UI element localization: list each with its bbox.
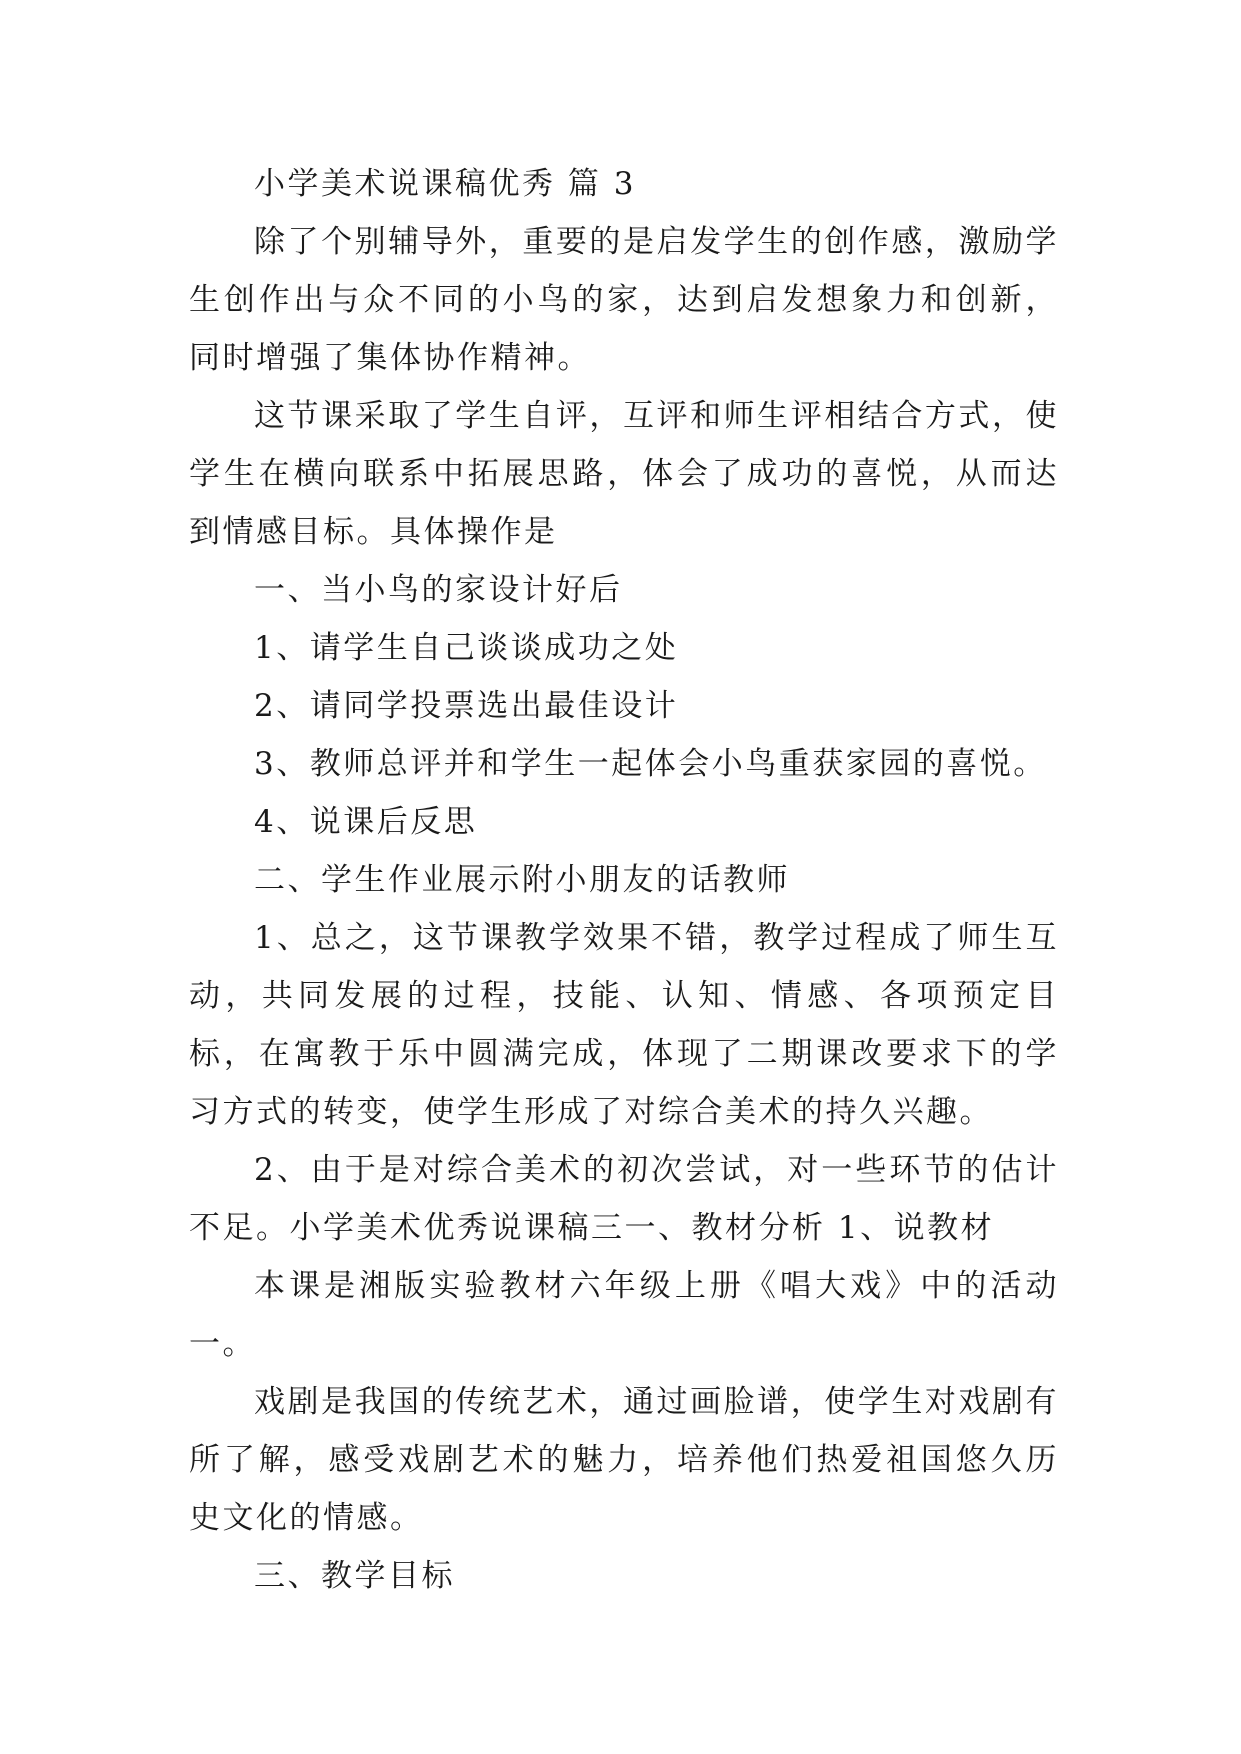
paragraph: 除了个别辅导外，重要的是启发学生的创作感，激励学生创作出与众不同的小鸟的家，达到启发想象力和创新，同时增强了集体协作精神。 — [189, 224, 1059, 376]
list-item: 2、请同学投票选出最佳设计 — [254, 688, 679, 724]
paragraph: 戏剧是我国的传统艺术，通过画脸谱，使学生对戏剧有所了解，感受戏剧艺术的魅力，培养他们热爱祖国悠久历史文化的情感。 — [189, 1384, 1059, 1536]
section-heading: 一、当小鸟的家设计好后 — [254, 572, 623, 608]
list-item: 3、教师总评并和学生一起体会小鸟重获家园的喜悦。 — [254, 746, 1047, 782]
paragraph: 1、总之，这节课教学效果不错，教学过程成了师生互动，共同发展的过程，技能、认知、情感、各项预定目标，在寓教于乐中圆满完成，体现了二期课改要求下的学习方式的转变，使学生形成了对综合美术的持久兴趣。 — [189, 920, 1059, 1130]
document-title: 小学美术说课稿优秀 篇 3 — [254, 166, 636, 202]
paragraph: 本课是湘版实验教材六年级上册《唱大戏》中的活动一。 — [189, 1268, 1059, 1362]
list-item: 1、请学生自己谈谈成功之处 — [254, 630, 679, 666]
paragraph: 2、由于是对综合美术的初次尝试，对一些环节的估计不足。小学美术优秀说课稿三一、教材分析 1、说教材 — [189, 1152, 1059, 1246]
paragraph: 这节课采取了学生自评，互评和师生评相结合方式，使学生在横向联系中拓展思路，体会了成功的喜悦，从而达到情感目标。具体操作是 — [189, 398, 1059, 550]
section-heading: 三、教学目标 — [254, 1558, 455, 1594]
list-item: 4、说课后反思 — [254, 804, 478, 840]
document-body — [189, 155, 1059, 1605]
section-heading: 二、学生作业展示附小朋友的话教师 — [254, 862, 790, 898]
